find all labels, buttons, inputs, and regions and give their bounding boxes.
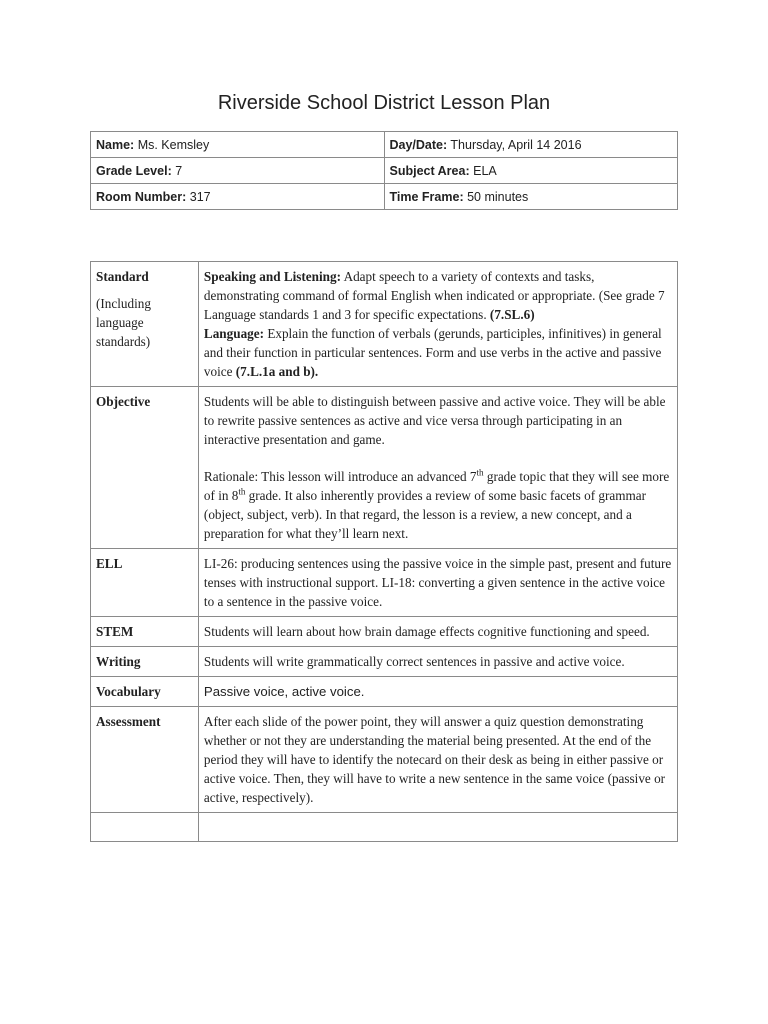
subject-label: Subject Area: — [389, 163, 470, 178]
room-cell — [91, 184, 385, 210]
stem-header — [91, 617, 199, 647]
ordinal-sup: th — [238, 486, 246, 497]
name-value: Ms. Kemsley — [137, 137, 210, 152]
rationale-part: grade. It also inherently provides a review of some basic facets of grammar (object, subject, verb). In that regard, the lesson is a review, a new concept, and a preparation for what they’ll learn next. — [203, 488, 646, 541]
assessment-label: Assessment — [96, 714, 161, 729]
name-cell — [91, 132, 385, 158]
writing-row — [91, 647, 678, 677]
info-row — [91, 184, 678, 210]
stem-label: STEM — [96, 624, 134, 639]
stem-body: Students will learn about how brain damage effects cognitive functioning and speed. — [198, 617, 677, 647]
vocabulary-body: Passive voice, active voice. — [198, 677, 677, 707]
info-table — [90, 131, 678, 210]
language-text: Explain the function of verbals (gerunds, participles, infinitives) in general and their function in particular sentences. Form and use verbs in the active and passive voice — [203, 326, 662, 379]
language-label: Language: — [203, 326, 265, 341]
grade-value: 7 — [175, 163, 183, 178]
room-value: 317 — [189, 189, 211, 204]
speaking-listening-label: Speaking and Listening: — [203, 269, 341, 284]
time-value: 50 minutes — [467, 189, 529, 204]
room-label: Room Number: — [96, 189, 187, 204]
info-row — [91, 158, 678, 184]
subject-value: ELA — [473, 163, 497, 178]
assessment-header — [91, 707, 199, 813]
standard-sublabel: (Including language standards) — [96, 296, 151, 349]
rationale-part: Rationale: This lesson will introduce an advanced 7 — [203, 469, 477, 484]
vocabulary-header — [91, 677, 199, 707]
rationale-part: grade topic that they will see more of in 8 — [203, 469, 670, 503]
date-cell — [384, 132, 678, 158]
info-row — [91, 132, 678, 158]
speaking-listening-text: Adapt speech to a variety of contexts and tasks, demonstrating command of formal English when indicated or appropriate. (See grade 7 Language standards 1 and 3 for specific expectations. — [203, 269, 665, 322]
name-label: Name: — [96, 137, 135, 152]
empty-row — [91, 813, 678, 842]
lesson-table — [90, 261, 678, 842]
standard-row — [91, 262, 678, 387]
writing-label: Writing — [96, 654, 141, 669]
page-title: Riverside School District Lesson Plan — [217, 92, 551, 114]
stem-row — [91, 617, 678, 647]
date-value: Thursday, April 14 2016 — [450, 137, 582, 152]
empty-cell — [91, 813, 199, 842]
grade-cell — [91, 158, 385, 184]
ordinal-sup: th — [476, 467, 484, 478]
objective-row — [91, 387, 678, 549]
sl-standard-code: (7.SL.6) — [489, 307, 535, 322]
time-cell — [384, 184, 678, 210]
assessment-row — [91, 707, 678, 813]
date-label: Day/Date: — [389, 137, 448, 152]
ell-header — [91, 549, 199, 617]
standard-label: Standard — [96, 269, 149, 284]
standard-body — [198, 262, 677, 387]
rationale-text — [204, 467, 672, 543]
assessment-body: After each slide of the power point, they will answer a quiz question demonstrating whether or not they are understanding the material being presented. At the end of the period they will have to identify the notecard on their desk as being in either passive or active voice. Then, they will have to write a new sentence in the same voice (passive or active, respectively). — [198, 707, 677, 813]
ell-row — [91, 549, 678, 617]
language-standard-code: (7.L.1a and b). — [235, 364, 319, 379]
ell-label: ELL — [96, 556, 123, 571]
vocabulary-label: Vocabulary — [96, 684, 161, 699]
vocabulary-row — [91, 677, 678, 707]
objective-text: Students will be able to distinguish between passive and active voice. They will be able to rewrite passive sentences as active and vice versa through participating in an interactive presentation and game. — [203, 394, 666, 447]
objective-header — [91, 387, 199, 549]
objective-body — [198, 387, 677, 549]
empty-cell — [198, 813, 677, 842]
ell-body: LI-26: producing sentences using the passive voice in the simple past, present and future tenses with instructional support. LI-18: converting a given sentence in the active voice to a sentence in the passive voice. — [198, 549, 677, 617]
standard-header — [91, 262, 199, 387]
time-label: Time Frame: — [389, 189, 464, 204]
writing-body: Students will write grammatically correct sentences in passive and active voice. — [198, 647, 677, 677]
objective-label: Objective — [96, 394, 151, 409]
subject-cell — [384, 158, 678, 184]
grade-label: Grade Level: — [96, 163, 172, 178]
writing-header — [91, 647, 199, 677]
